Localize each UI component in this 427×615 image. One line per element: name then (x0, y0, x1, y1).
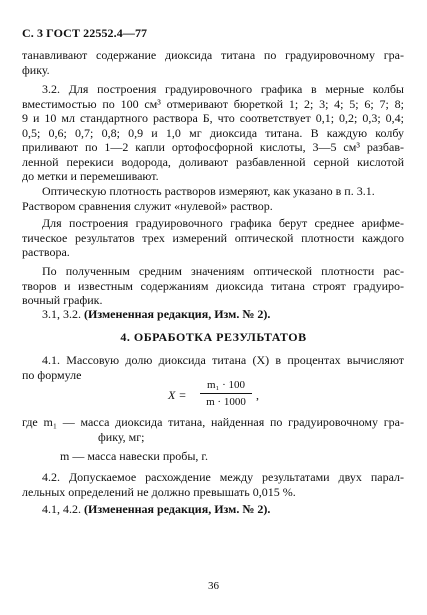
edition-line (22, 307, 404, 322)
text-line: Оптическую плотность растворов измеряют, как указано в п. 3.1. (42, 184, 375, 198)
formula-numerator: m₁ · 100 (206, 379, 246, 391)
text-line: 4.1. Массовую долю диоксида титана (X) в процентах вычисляют (42, 353, 404, 367)
text-line: вочный график. (22, 293, 103, 307)
text-line: фику. (22, 62, 50, 77)
edition-note-1 (22, 307, 404, 322)
paragraph-3-2 (22, 82, 404, 184)
page-number: 36 (208, 580, 219, 592)
text-line: вместимостью по 100 см³ отмеривают бюреткой 1; 2; 3; 4; 5; 6; 7; 8; (22, 96, 404, 111)
edition-note-2 (22, 502, 404, 517)
edition-ref: 4.1, 4.2. (42, 502, 84, 516)
text-line: по формуле (22, 367, 82, 382)
paragraph-graph (22, 264, 404, 308)
formula-denominator: m · 1000 (206, 396, 246, 408)
text-line: раствора. (22, 245, 70, 259)
text-line: где m₁ — масса диоксида титана, найденная по градуировочному гра- (22, 415, 404, 429)
edition-ref: 3.1, 3.2. (42, 307, 84, 321)
definitions (22, 415, 404, 444)
formula-trail: , (256, 388, 259, 402)
text-line: ленной перекиси водорода, доливают разбавленной серной кислотой (22, 154, 404, 169)
page-header: С. 3 ГОСТ 22552.4—77 (22, 26, 148, 40)
text-line: 9 и 10 мл стандартного раствора Б, что соответствует 0,1; 0,2; 0,3; 0,4; (22, 111, 404, 125)
edition-label: (Измененная редакция, Изм. № 2). (84, 502, 271, 516)
edition-line (22, 502, 404, 517)
edition-label: (Измененная редакция, Изм. № 2). (84, 307, 271, 321)
text-line: Для построения градуировочного графика берут среднее арифме- (42, 216, 404, 230)
paragraph-average (22, 216, 404, 260)
text-line: тическое результатов трех измерений оптической плотности каждого (22, 230, 404, 245)
section-title: 4. ОБРАБОТКА РЕЗУЛЬТАТОВ (120, 330, 307, 344)
text-line: Раствором сравнения служит «нулевой» раствор. (22, 198, 273, 213)
text-line: 4.2. Допускаемое расхождение между результатами двух парал- (42, 470, 404, 484)
text-line: лельных определений не должно превышать 0,015 %. (22, 484, 296, 499)
text-line: до метки и перемешивают. (22, 169, 159, 183)
paragraph-4-2 (22, 470, 404, 499)
formula-lhs: X = (168, 388, 187, 402)
paragraph-continuation (22, 48, 404, 77)
text-line: По полученным средним значениям оптической плотности рас- (42, 264, 404, 278)
formula-fraction (200, 378, 252, 409)
paragraph-optical-density (22, 184, 404, 213)
text-line: 0,5; 0,6; 0,7; 0,8; 0,9 и 1,0 мг диоксида титана. В каждую колбу (22, 125, 404, 140)
text-line: фику, мг; (98, 429, 145, 444)
text-line: m — масса навески пробы, г. (60, 449, 209, 463)
text-line: танавливают содержание диоксида титана по градуировочному гра- (22, 48, 404, 62)
text-line: приливают по 1—2 капли ортофосфорной кислоты, 3—5 см³ разбав- (22, 140, 404, 154)
fraction-bar (200, 393, 252, 394)
text-line: 3.2. Для построения градуировочного графика в мерные колбы (42, 82, 404, 96)
definition-m (22, 449, 404, 464)
text-line: творов и известным содержаниям диоксида титана строят градуиро- (22, 278, 404, 293)
